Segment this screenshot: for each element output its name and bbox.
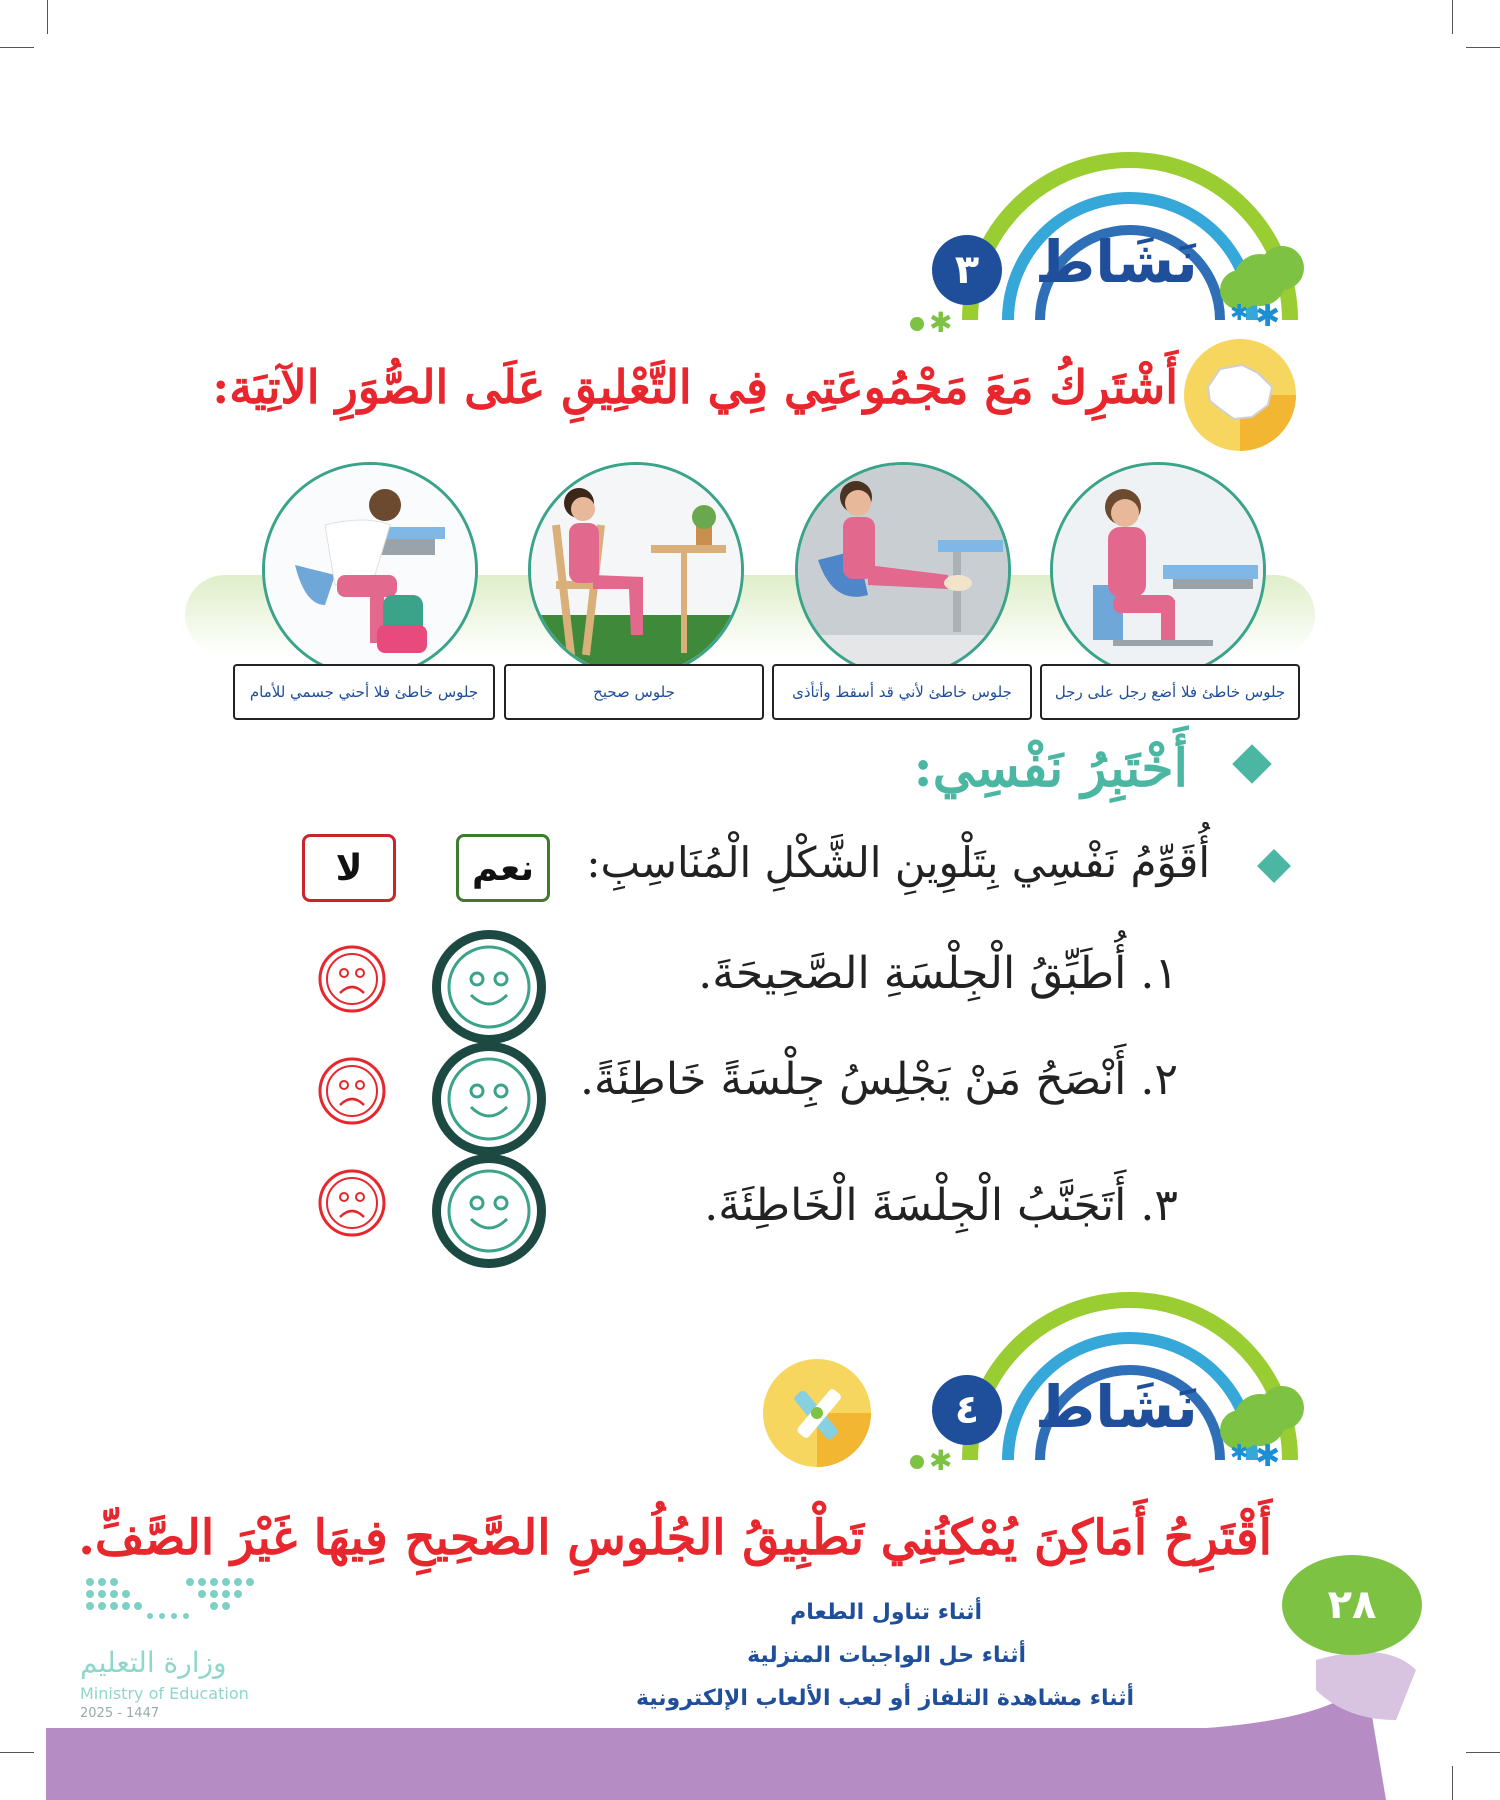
activity4-instruction: أَقْتَرِحُ أَمَاكِنَ يُمْكِنُنِي تَطْبِيقُ الجُلُوسِ الصَّحِيحِ فِيهَا غَيْرَ الصَّفِّ. bbox=[78, 1510, 1272, 1566]
crop-mark bbox=[1452, 0, 1453, 34]
happy-face-icon[interactable] bbox=[432, 1154, 546, 1268]
activity3-title: نَشَاط bbox=[1035, 228, 1198, 296]
happy-face-icon[interactable] bbox=[432, 930, 546, 1044]
svg-text:✱: ✱ bbox=[929, 1444, 953, 1476]
self-test-item: ١. أُطَبِّقُ الْجِلْسَةِ الصَّحِيحَةَ. bbox=[698, 948, 1178, 999]
svg-text:✱: ✱ bbox=[929, 306, 953, 338]
yes-column-label: نعم bbox=[456, 834, 550, 902]
activity4-number-badge: ٤ bbox=[932, 1375, 1002, 1445]
self-test-heading: أَخْتَبِرُ نَفْسِي: bbox=[913, 738, 1188, 799]
photo-leaning-back bbox=[795, 462, 1011, 678]
self-test-instruction: أُقَوِّمُ نَفْسِي بِتَلْوِينِ الشَّكْلِ الْمُنَاسِبِ: bbox=[586, 838, 1210, 887]
photo-caption: جلوس خاطئ لأني قد أسقط وأتأذى bbox=[772, 664, 1032, 720]
ministry-year: 2025 - 1447 bbox=[80, 1706, 160, 1721]
answer-line: أثناء حل الواجبات المنزلية bbox=[747, 1643, 1026, 1668]
photo-cross-legs bbox=[1050, 462, 1266, 678]
crop-mark bbox=[0, 1752, 34, 1753]
flower-icon bbox=[905, 302, 965, 338]
no-column-label: لا bbox=[302, 834, 396, 902]
activity4-title: نَشَاط bbox=[1035, 1373, 1198, 1441]
bullet-diamond-icon bbox=[1232, 744, 1272, 784]
activity3-instruction: أَشْتَرِكُ مَعَ مَجْمُوعَتِي فِي التَّعْلِيقِ عَلَى الصُّوَرِ الآتِيَة: bbox=[212, 360, 1178, 414]
pencil-icon bbox=[760, 1356, 874, 1470]
crop-mark bbox=[47, 0, 48, 34]
crop-mark bbox=[1466, 1752, 1500, 1753]
sad-face-icon[interactable] bbox=[317, 1168, 387, 1238]
photo-caption: جلوس خاطئ فلا أضع رجل على رجل bbox=[1040, 664, 1300, 720]
activity3-number-badge: ٣ bbox=[932, 235, 1002, 305]
page-number: ٢٨ bbox=[1327, 1582, 1377, 1628]
saudi-map-icon bbox=[1180, 335, 1300, 455]
self-test-item: ٢. أَنْصَحُ مَنْ يَجْلِسُ جِلْسَةً خَاطِئَةً. bbox=[579, 1054, 1178, 1105]
ministry-name-en: Ministry of Education bbox=[80, 1684, 249, 1703]
sad-face-icon[interactable] bbox=[317, 944, 387, 1014]
svg-text:✱: ✱ bbox=[1230, 301, 1249, 326]
sad-face-icon[interactable] bbox=[317, 1056, 387, 1126]
answer-line: أثناء مشاهدة التلفاز أو لعب الألعاب الإلكترونية bbox=[635, 1686, 1134, 1711]
crop-mark bbox=[0, 47, 34, 48]
ministry-logo-icon bbox=[80, 1572, 260, 1632]
flower-icon bbox=[905, 1440, 965, 1476]
bullet-diamond-icon bbox=[1257, 849, 1291, 883]
photo-correct-posture bbox=[528, 462, 744, 678]
photo-bending-forward bbox=[262, 462, 478, 678]
answer-line: أثناء تناول الطعام bbox=[790, 1600, 982, 1625]
page-number-badge bbox=[1282, 1555, 1422, 1655]
svg-text:✱: ✱ bbox=[1255, 299, 1281, 334]
happy-face-icon[interactable] bbox=[432, 1042, 546, 1156]
svg-text:✱: ✱ bbox=[1230, 1441, 1249, 1466]
svg-text:✱: ✱ bbox=[1255, 1439, 1281, 1474]
crop-mark bbox=[1466, 47, 1500, 48]
ministry-name-ar: وزارة التعليم bbox=[80, 1646, 227, 1679]
photo-caption: جلوس خاطئ فلا أحني جسمي للأمام bbox=[233, 664, 495, 720]
self-test-item: ٣. أَتَجَنَّبُ الْجِلْسَةَ الْخَاطِئَةَ. bbox=[704, 1180, 1178, 1231]
photo-caption: جلوس صحيح bbox=[504, 664, 764, 720]
